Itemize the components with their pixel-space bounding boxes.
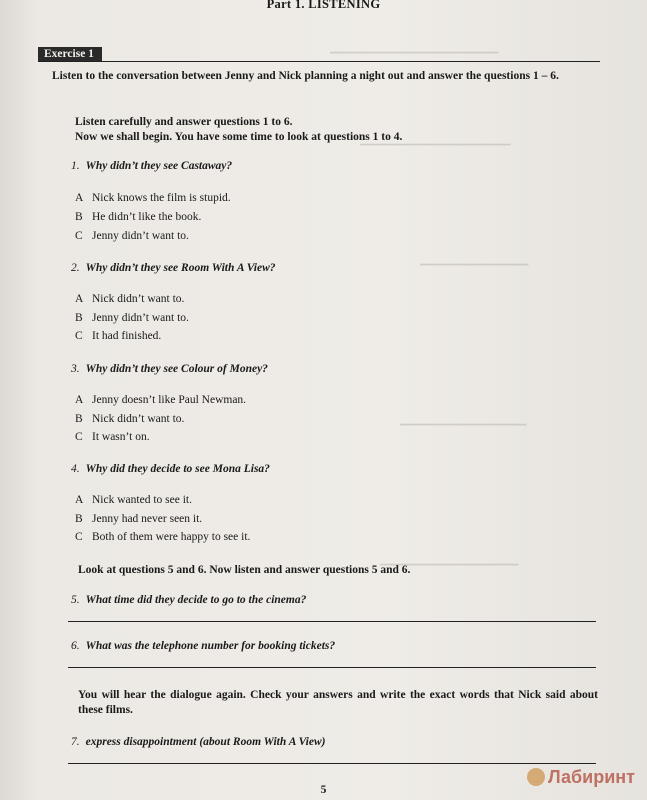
answer-line-7[interactable] <box>68 763 596 764</box>
instruction-3: Look at questions 5 and 6. Now listen and answer questions 5 and 6. <box>78 564 411 576</box>
answer-line-5[interactable] <box>68 621 596 622</box>
option: B Nick didn’t want to. <box>75 413 185 425</box>
option: A Nick wanted to see it. <box>75 494 192 506</box>
option: A Nick knows the film is stupid. <box>75 192 231 204</box>
part-title: Part 1. LISTENING <box>266 0 381 11</box>
option: C It wasn’t on. <box>75 431 150 443</box>
intro-text: Listen to the conversation between Jenny and Nick planning a night out and answer the questions 1 – 6. <box>52 70 559 82</box>
question-4: 4. Why did they decide to see Mona Lisa? <box>71 463 270 475</box>
watermark-logo: Лабиринт <box>527 767 635 788</box>
answer-line-6[interactable] <box>68 667 596 668</box>
exercise-label: Exercise 1 <box>38 47 102 61</box>
page-number: 5 <box>320 784 327 796</box>
option: C Both of them were happy to see it. <box>75 531 251 543</box>
bleed-through-text: ━━━━━━━━━━━━━━━━━━━━━━━━━ <box>360 140 511 151</box>
option: C It had finished. <box>75 330 162 342</box>
option: B He didn’t like the book. <box>75 211 202 223</box>
bleed-through-text: ━━━━━━━━━━━━━━━━━━━━━━━ <box>380 560 519 571</box>
bleed-through-text: ━━━━━━━━━━━━━━━━━━━━━ <box>400 420 527 431</box>
question-7: 7. express disappointment (about Room With A View) <box>71 736 326 748</box>
option: C Jenny didn’t want to. <box>75 230 189 242</box>
option: B Jenny had never seen it. <box>75 513 203 525</box>
question-2: 2. Why didn’t they see Room With A View? <box>71 262 276 274</box>
option: B Jenny didn’t want to. <box>75 312 189 324</box>
bleed-through-text: ━━━━━━━━━━━━━━━━━━━━━━━━━━━━ <box>330 48 499 59</box>
bleed-through-text: ━━━━━━━━━━━━━━━━━━ <box>420 260 529 271</box>
labyrinth-logo-icon <box>527 768 545 786</box>
option: A Jenny doesn’t like Paul Newman. <box>75 394 247 406</box>
question-3: 3. Why didn’t they see Colour of Money? <box>71 363 268 375</box>
exercise-header <box>38 47 600 62</box>
question-6: 6. What was the telephone number for booking tickets? <box>71 640 336 652</box>
option: A Nick didn’t want to. <box>75 293 185 305</box>
instruction-2: Now we shall begin. You have some time to look at questions 1 to 4. <box>75 131 403 143</box>
instruction-1: Listen carefully and answer questions 1 to 6. <box>75 116 293 128</box>
question-1: 1. Why didn’t they see Castaway? <box>71 160 233 172</box>
question-5: 5. What time did they decide to go to the cinema? <box>71 594 307 606</box>
instruction-4: You will hear the dialogue again. Check your answers and write the exact words that Nick said about these films. <box>78 689 598 716</box>
